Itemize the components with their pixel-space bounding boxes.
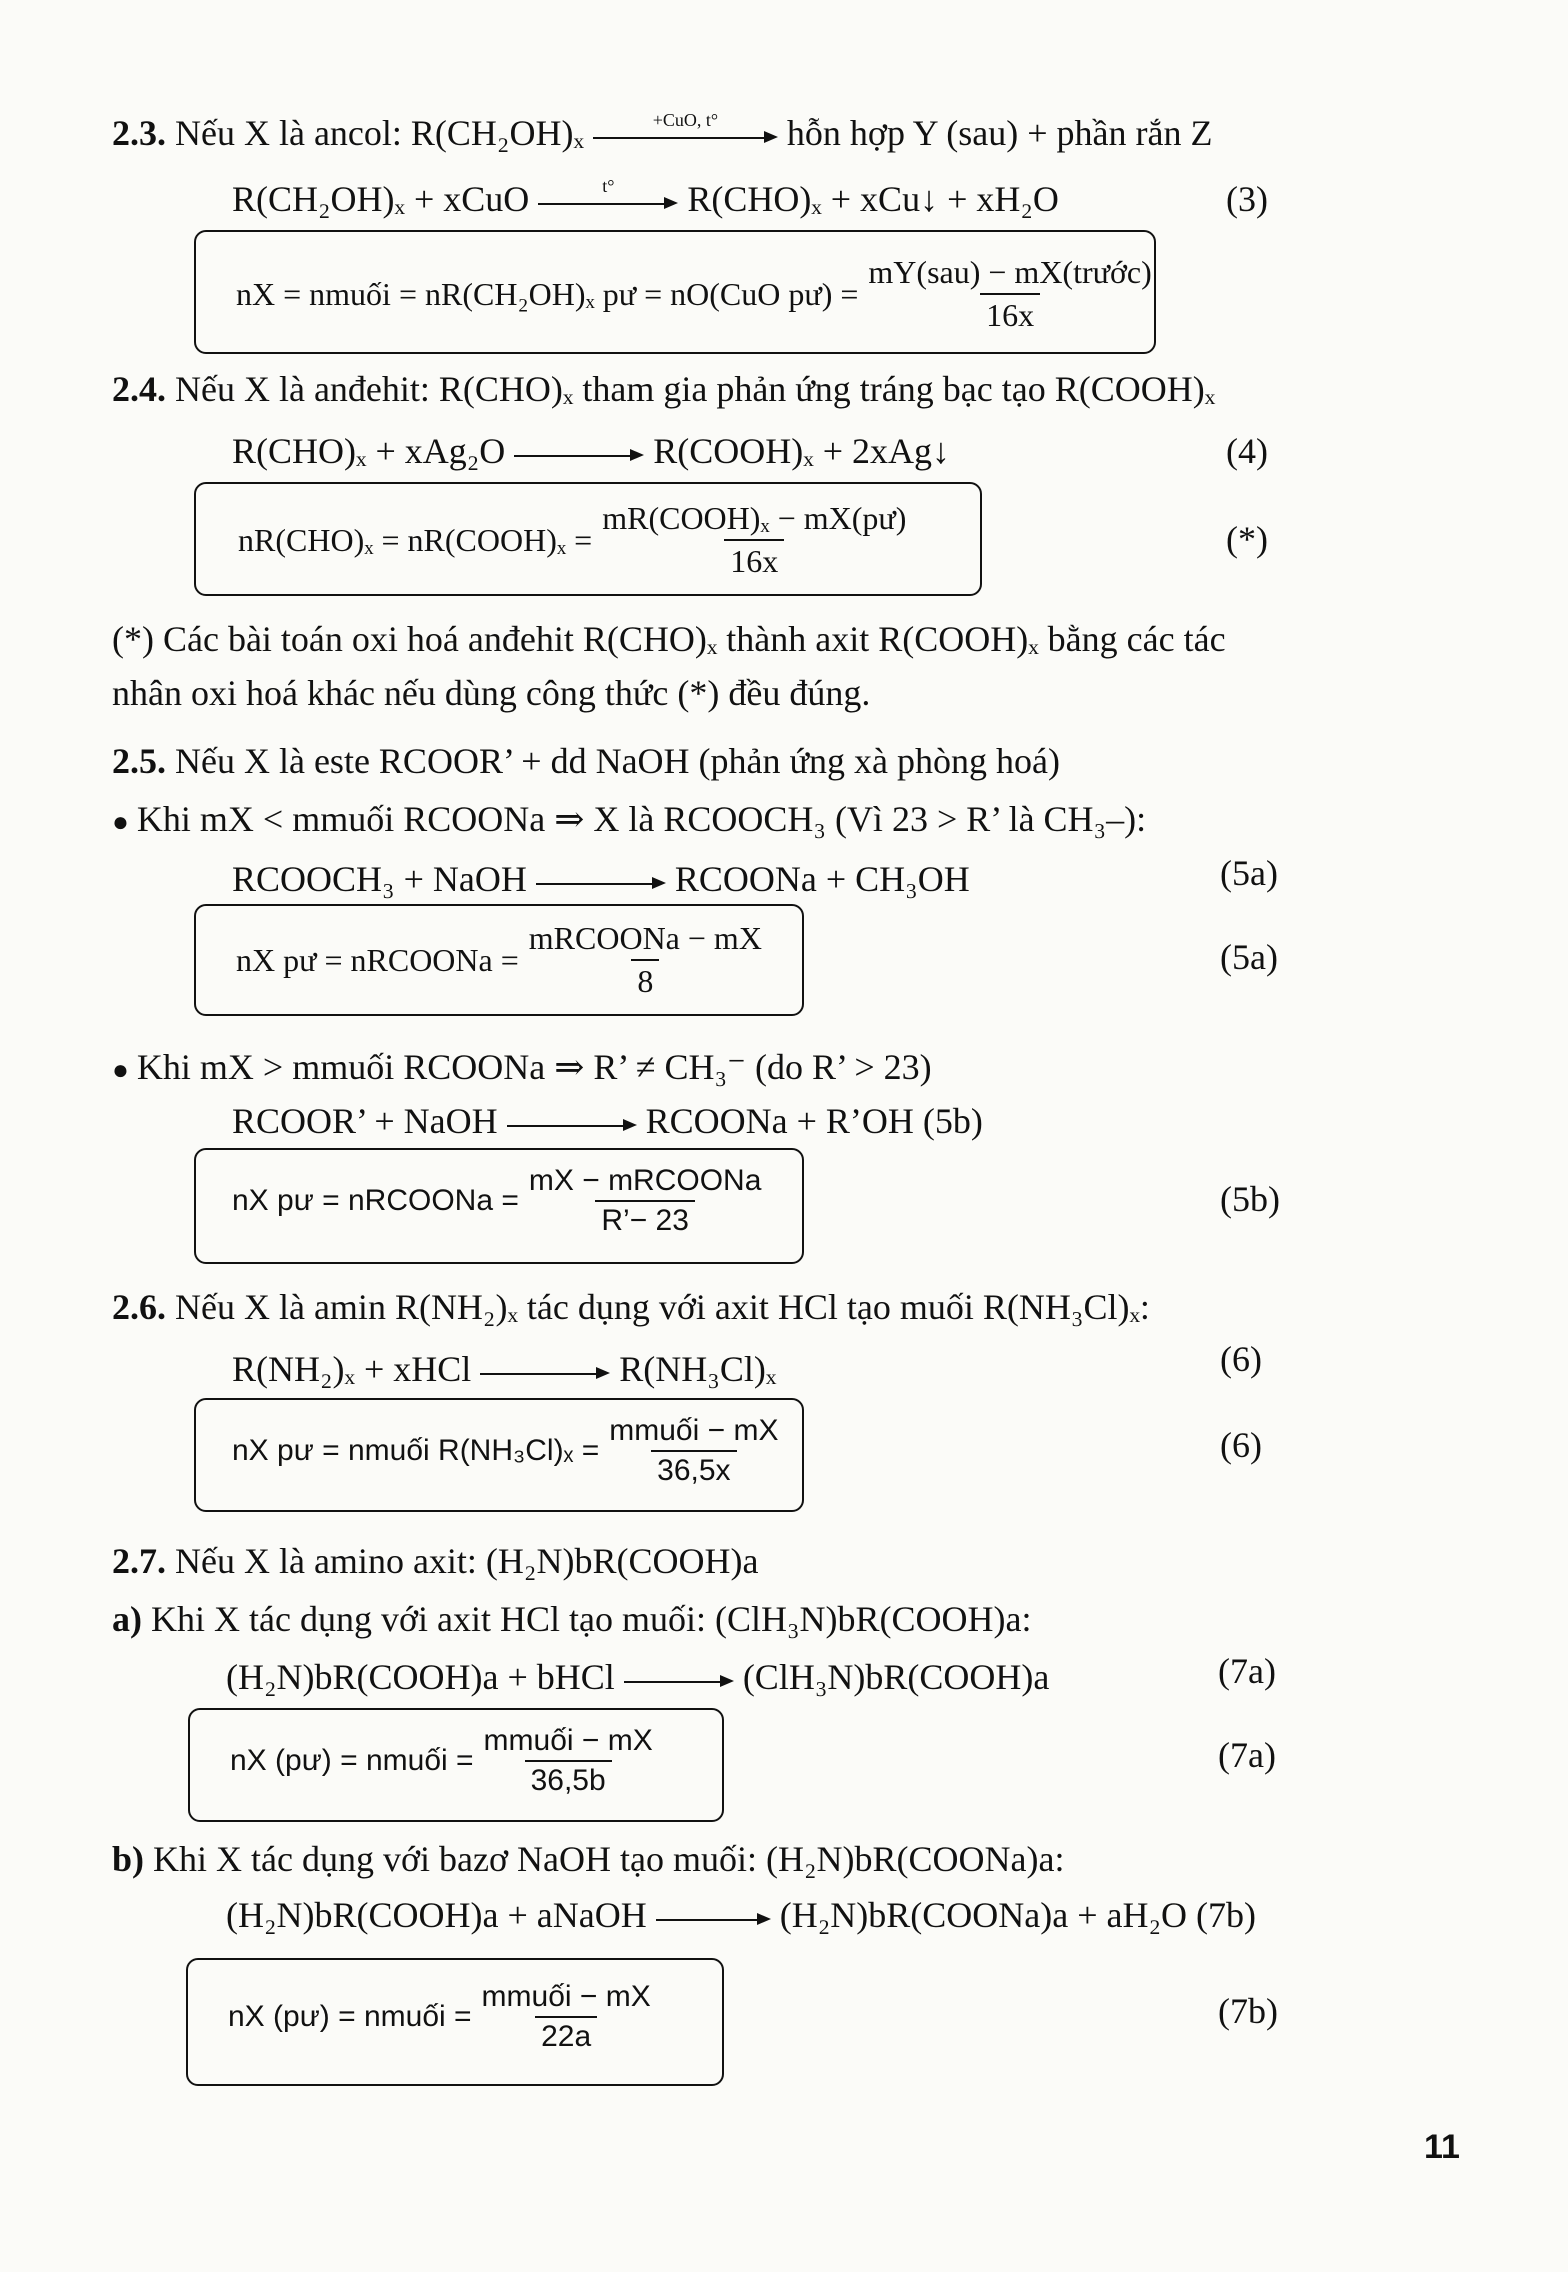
page-number: 11 xyxy=(1424,2128,1460,2166)
section-number: 2.4. xyxy=(112,369,166,409)
equation-7a xyxy=(226,1656,1049,1698)
equation-left: R(NH₂)ₓ + xHCl xyxy=(232,1349,472,1389)
bullet-icon: ● xyxy=(112,1054,129,1086)
fraction xyxy=(596,500,912,580)
section-text: Nếu X là este RCOOR’ + dd NaOH (phản ứng xà phòng hoá) xyxy=(175,741,1060,781)
formula-box-7a xyxy=(188,1708,724,1822)
equation-left: R(CHO)ₓ + xAg₂O xyxy=(232,431,506,471)
equation-4 xyxy=(232,430,950,472)
fraction-numerator: mX − mRCOONa xyxy=(528,1164,762,1197)
fraction xyxy=(523,920,768,1000)
fraction-denominator: 16x xyxy=(980,293,1040,334)
equation-right: R(COOH)ₓ + 2xAg↓ xyxy=(653,431,951,471)
equation-left: (H₂N)bR(COOH)a + bHCl xyxy=(226,1657,615,1697)
section-text: Nếu X là amin R(NH₂)ₓ tác dụng với axit HCl tạo muối R(NH₃Cl)ₓ: xyxy=(175,1287,1150,1327)
section-2-4-heading xyxy=(112,368,1215,410)
equation-7b xyxy=(226,1894,1256,1936)
equation-tag: (5a) xyxy=(1220,853,1278,893)
reaction-arrow xyxy=(514,440,644,469)
reaction-arrow: +CuO, t° xyxy=(593,122,778,151)
fraction xyxy=(862,254,1157,334)
section-number: 2.3. xyxy=(112,113,166,153)
note-line: nhân oxi hoá khác nếu dùng công thức (*) đều đúng. xyxy=(112,673,871,713)
equation-3 xyxy=(232,175,1059,220)
fraction-numerator: mR(COOH)ₓ − mX(pư) xyxy=(602,500,907,536)
equation-tag: (3) xyxy=(1226,179,1268,219)
subsection-label: a) xyxy=(112,1599,142,1639)
formula-lhs: nX pư = nRCOONa = xyxy=(232,1184,519,1217)
subsection-label: b) xyxy=(112,1839,145,1879)
fraction-denominator: 16x xyxy=(724,539,784,580)
formula-tag: (7a) xyxy=(1218,1735,1276,1775)
bullet-item xyxy=(112,798,1146,840)
subsection-a xyxy=(112,1598,1032,1640)
section-2-3-heading xyxy=(112,109,1213,154)
subsection-text: Khi X tác dụng với bazơ NaOH tạo muối: (H₂N)bR(COONa)a: xyxy=(153,1839,1065,1879)
equation-right: (ClH₃N)bR(COOH)a xyxy=(742,1657,1050,1697)
fraction-numerator: mY(sau) − mX(trước) xyxy=(868,254,1152,290)
section-result: hỗn hợp Y (sau) + phần rắn Z xyxy=(786,113,1213,153)
formula-tag: (*) xyxy=(1226,519,1268,559)
reaction-arrow xyxy=(480,1358,610,1387)
fraction-numerator: mmuối − mX xyxy=(483,1724,653,1757)
formula-box-7b xyxy=(186,1958,724,2086)
formula-box-6 xyxy=(194,1398,804,1512)
reaction-arrow xyxy=(536,868,666,897)
equation-right: R(NH₃Cl)ₓ xyxy=(619,1349,777,1389)
equation-left: R(CH₂OH)ₓ + xCuO xyxy=(232,179,530,219)
section-2-6-heading xyxy=(112,1286,1150,1328)
subsection-b xyxy=(112,1838,1064,1880)
equation-tag: (7a) xyxy=(1218,1651,1276,1691)
section-number: 2.7. xyxy=(112,1541,166,1581)
equation-6 xyxy=(232,1348,776,1390)
formula-lhs: nX (pư) = nmuối = xyxy=(228,2000,472,2033)
formula-tag: (5a) xyxy=(1220,937,1278,977)
fraction xyxy=(603,1414,784,1488)
formula-tag: (7b) xyxy=(1218,1991,1278,2031)
equation-left: RCOOR’ + NaOH xyxy=(232,1101,498,1141)
equation-5a xyxy=(232,858,970,900)
fraction xyxy=(478,1724,659,1798)
equation-5b xyxy=(232,1100,983,1142)
fraction-numerator: mRCOONa − mX xyxy=(528,920,762,956)
section-2-7-heading xyxy=(112,1540,758,1582)
fraction-numerator: mmuối − mX xyxy=(609,1414,779,1447)
equation-right: RCOONa + CH₃OH xyxy=(674,859,970,899)
fraction-denominator: 36,5x xyxy=(651,1450,736,1488)
note-line: (*) Các bài toán oxi hoá anđehit R(CHO)ₓ thành axit R(COOH)ₓ bằng các tác xyxy=(112,619,1226,659)
formula-box-5b xyxy=(194,1148,804,1264)
formula-tag: (6) xyxy=(1220,1425,1262,1465)
reaction-arrow xyxy=(507,1110,637,1139)
formula-lhs: nX pư = nRCOONa = xyxy=(236,941,519,978)
section-text: Nếu X là ancol: R(CH₂OH)ₓ xyxy=(175,113,584,153)
formula-box-3 xyxy=(194,230,1156,354)
section-2-5-heading xyxy=(112,740,1060,782)
formula-tag: (5b) xyxy=(1220,1179,1280,1219)
equation-right: R(CHO)ₓ + xCu↓ + xH₂O xyxy=(687,179,1059,219)
reaction-arrow: t° xyxy=(538,188,678,217)
fraction-denominator: 8 xyxy=(631,959,659,1000)
formula-lhs: nX (pư) = nmuối = xyxy=(230,1744,474,1777)
section-text: Nếu X là anđehit: R(CHO)ₓ tham gia phản ứng tráng bạc tạo R(COOH)ₓ xyxy=(175,369,1216,409)
equation-left: RCOOCH₃ + NaOH xyxy=(232,859,527,899)
fraction-denominator: 22a xyxy=(535,2016,597,2054)
formula-lhs: nX pư = nmuối R(NH₃Cl)ₓ = xyxy=(232,1434,600,1467)
bullet-icon: ● xyxy=(112,806,129,838)
equation-tag: (6) xyxy=(1220,1339,1262,1379)
bullet-item xyxy=(112,1046,932,1088)
fraction xyxy=(476,1980,657,2054)
section-number: 2.5. xyxy=(112,741,166,781)
formula-box-star xyxy=(194,482,982,596)
equation-left: (H₂N)bR(COOH)a + aNaOH xyxy=(226,1895,647,1935)
fraction-denominator: 36,5b xyxy=(525,1760,612,1798)
reaction-arrow xyxy=(624,1666,734,1695)
section-text: Nếu X là amino axit: (H₂N)bR(COOH)a xyxy=(175,1541,759,1581)
formula-lhs: nX = nmuối = nR(CH₂OH)ₓ pư = nO(CuO pư) = xyxy=(236,275,859,312)
fraction-numerator: mmuối − mX xyxy=(481,1980,651,2013)
subsection-text: Khi X tác dụng với axit HCl tạo muối: (ClH₃N)bR(COOH)a: xyxy=(151,1599,1032,1639)
equation-tag: (4) xyxy=(1226,431,1268,471)
formula-box-5a xyxy=(194,904,804,1016)
equation-right: RCOONa + R’OH (5b) xyxy=(645,1101,983,1141)
equation-right: (H₂N)bR(COONa)a + aH₂O (7b) xyxy=(779,1895,1257,1935)
reaction-arrow xyxy=(656,1904,771,1933)
formula-lhs: nR(CHO)ₓ = nR(COOH)ₓ = xyxy=(238,521,593,558)
fraction xyxy=(523,1164,768,1238)
fraction-denominator: R’− 23 xyxy=(595,1200,695,1238)
bullet-text: Khi mX > mmuối RCOONa ⇒ R’ ≠ CH₃⁻ (do R’ > 23) xyxy=(136,1047,932,1087)
section-number: 2.6. xyxy=(112,1287,166,1327)
bullet-text: Khi mX < mmuối RCOONa ⇒ X là RCOOCH₃ (Vì 23 > R’ là CH₃–): xyxy=(136,799,1147,839)
